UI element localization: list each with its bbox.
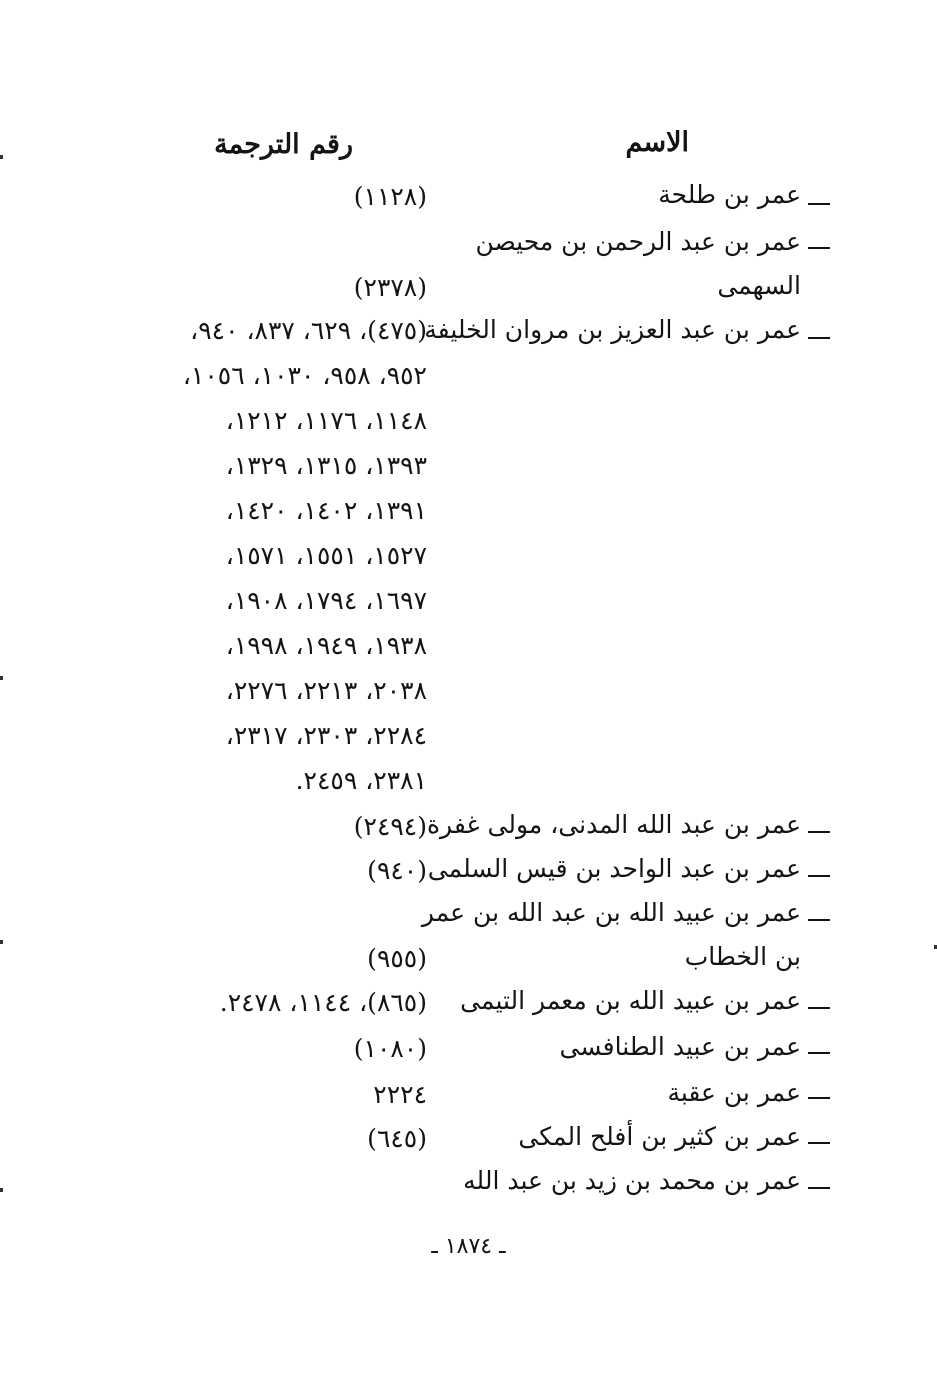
entry-dash: [808, 919, 830, 921]
entry-number: (٦٤٥): [367, 1124, 427, 1153]
entry-name-line2: بن الخطاب: [684, 942, 801, 971]
entry-dash: [808, 337, 830, 339]
header-number: رقم الترجمة: [214, 129, 353, 160]
entry-dash: [808, 1097, 830, 1099]
entry-number: (٩٥٥): [367, 944, 427, 973]
scan-edge-mark: [0, 1188, 3, 1192]
entry-dash: [808, 1187, 830, 1189]
scan-edge-mark: [0, 940, 3, 944]
entry-dash: [808, 1052, 830, 1054]
entry-name-line2: السهمى: [717, 271, 801, 300]
entry-number: (١١٢٨): [353, 182, 427, 211]
entry-number-line: ١٦٩٧، ١٧٩٤، ١٩٠٨،: [225, 586, 427, 615]
entry-number: (١٠٨٠): [353, 1034, 427, 1063]
entry-dash: [808, 247, 830, 249]
entry-name-line1: عمر بن عبد الرحمن بن محيصن: [475, 227, 801, 256]
entry-number-line: ١٥٢٧، ١٥٥١، ١٥٧١،: [225, 541, 427, 570]
entry-name: عمر بن عبد الله المدنى، مولى غفرة: [426, 810, 801, 839]
entry-number-line: ١١٤٨، ١١٧٦، ١٢١٢،: [225, 406, 427, 435]
entry-dash: [808, 1142, 830, 1144]
entry-dash: [808, 831, 830, 833]
entry-name: عمر بن عبيد الله بن معمر التيمى: [460, 986, 801, 1015]
entry-name: عمر بن عقبة: [667, 1078, 801, 1107]
entry-name: عمر بن طلحة: [658, 180, 801, 209]
entry-dash: [808, 1007, 830, 1009]
entry-name: عمر بن عبد الواحد بن قيس السلمى: [427, 854, 801, 883]
scan-edge-mark: [0, 676, 3, 680]
entry-number-line: ١٣٩١، ١٤٠٢، ١٤٢٠،: [225, 496, 427, 525]
scan-edge-mark: [0, 155, 3, 159]
entry-number-line: (٤٧٥)، ٦٢٩، ٨٣٧، ٩٤٠،: [190, 316, 427, 345]
entry-name: عمر بن كثير بن أفلح المكى: [518, 1122, 801, 1151]
entry-number: (٩٤٠): [367, 856, 427, 885]
entry-number: (٨٦٥)، ١١٤٤، ٢٤٧٨.: [219, 988, 427, 1017]
entry-number: (٢٣٧٨): [353, 273, 427, 302]
entry-number-line: ١٩٣٨، ١٩٤٩، ١٩٩٨،: [225, 631, 427, 660]
entry-number-line: ٩٥٢، ٩٥٨، ١٠٣٠، ١٠٥٦،: [182, 361, 427, 390]
entry-dash: [808, 203, 830, 205]
page-number: ـ ١٨٧٤ ـ: [431, 1234, 506, 1259]
entry-name: عمر بن عبد العزيز بن مروان الخليفة: [424, 315, 801, 344]
header-name: الاسم: [625, 127, 689, 158]
entry-name: عمر بن محمد بن زيد بن عبد الله: [463, 1166, 801, 1195]
entry-number-line: ٢٠٣٨، ٢٢١٣، ٢٢٧٦،: [225, 676, 427, 705]
entry-number: (٢٤٩٤): [353, 812, 427, 841]
entry-name-line1: عمر بن عبيد الله بن عبد الله بن عمر: [421, 898, 801, 927]
entry-number: ٢٢٢٤: [373, 1080, 427, 1109]
entry-number-line: ٢٣٨١، ٢٤٥٩.: [295, 766, 427, 795]
entry-number-line: ٢٢٨٤، ٢٣٠٣، ٢٣١٧،: [225, 721, 427, 750]
entry-number-line: ١٣٩٣، ١٣١٥، ١٣٢٩،: [225, 451, 427, 480]
entry-dash: [808, 875, 830, 877]
entry-name: عمر بن عبيد الطنافسى: [559, 1032, 801, 1061]
